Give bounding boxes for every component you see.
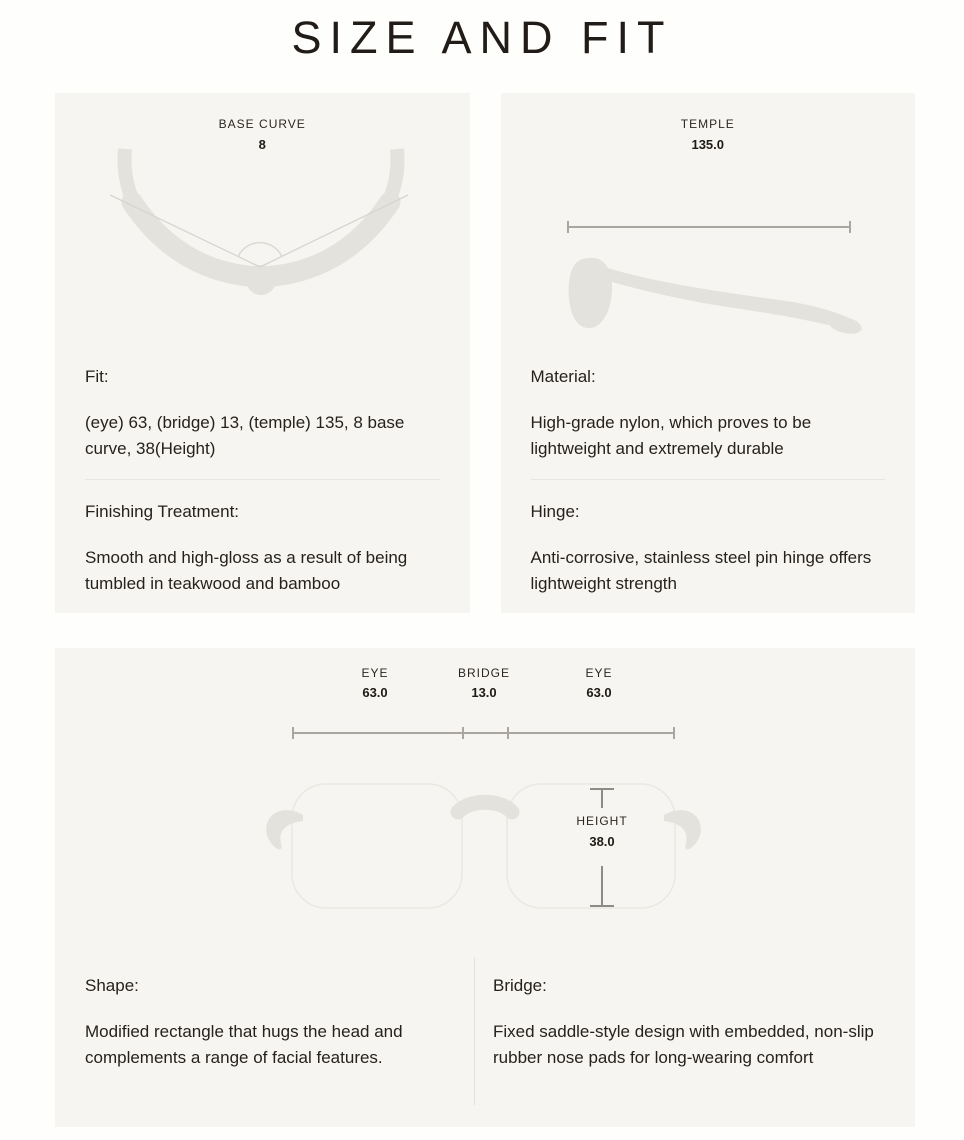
shape-description: Modified rectangle that hugs the head and complements a range of facial features. bbox=[85, 1022, 403, 1067]
glasses-side-view-diagram bbox=[501, 256, 918, 366]
fit-description: (eye) 63, (bridge) 13, (temple) 135, 8 base curve, 38(Height) bbox=[85, 413, 405, 458]
bridge-description: Fixed saddle-style design with embedded, non-slip rubber nose pads for long-wearing comfort bbox=[493, 1022, 874, 1067]
hinge-description: Anti-corrosive, stainless steel pin hinge offers lightweight strength bbox=[530, 548, 872, 593]
base-curve-diagram-zone bbox=[55, 161, 470, 366]
eye-left-label: EYE bbox=[361, 666, 389, 680]
bridge-heading: Bridge: bbox=[493, 976, 547, 995]
bridge-label: BRIDGE bbox=[457, 666, 510, 680]
bridge-column bbox=[475, 957, 885, 1105]
shape-heading: Shape: bbox=[85, 976, 139, 995]
base-curve-label: BASE CURVE bbox=[218, 117, 306, 131]
hinge-heading: Hinge: bbox=[530, 502, 580, 521]
eye-left-value: 63.0 bbox=[362, 685, 388, 700]
eye-bridge-measure-line bbox=[292, 727, 675, 739]
top-cards-row bbox=[55, 93, 915, 613]
material-heading: Material: bbox=[530, 367, 596, 386]
height-measurement bbox=[547, 814, 657, 849]
temple-value: 135.0 bbox=[691, 137, 725, 152]
base-curve-value: 8 bbox=[258, 137, 266, 152]
temple-measurement bbox=[501, 117, 916, 161]
material-description: High-grade nylon, which proves to be lightweight and extremely durable bbox=[530, 413, 812, 458]
eye-right-measurement bbox=[544, 666, 654, 700]
section-divider bbox=[85, 479, 440, 480]
temple-card-text bbox=[501, 366, 916, 597]
fit-heading: Fit: bbox=[85, 367, 109, 386]
base-curve-card bbox=[55, 93, 470, 613]
height-label: HEIGHT bbox=[576, 814, 628, 828]
front-card-text-columns bbox=[85, 957, 885, 1105]
height-value: 38.0 bbox=[589, 834, 615, 849]
glasses-top-view-diagram bbox=[55, 147, 467, 357]
temple-card bbox=[501, 93, 916, 613]
bridge-value: 13.0 bbox=[471, 685, 497, 700]
eye-right-label: EYE bbox=[585, 666, 613, 680]
finishing-treatment-heading: Finishing Treatment: bbox=[85, 502, 240, 521]
eye-left-measurement bbox=[320, 666, 430, 700]
bridge-measurement bbox=[429, 666, 539, 700]
temple-diagram-zone bbox=[501, 161, 916, 366]
page-title: SIZE AND FIT bbox=[291, 12, 673, 63]
eye-right-value: 63.0 bbox=[586, 685, 612, 700]
shape-column bbox=[85, 957, 475, 1105]
finishing-treatment-description: Smooth and high-gloss as a result of being tumbled in teakwood and bamboo bbox=[85, 548, 408, 593]
section-divider bbox=[531, 479, 886, 480]
front-view-card bbox=[55, 648, 915, 1127]
temple-measure-line bbox=[567, 221, 851, 233]
base-curve-card-text bbox=[55, 366, 470, 597]
temple-label: TEMPLE bbox=[680, 117, 735, 131]
